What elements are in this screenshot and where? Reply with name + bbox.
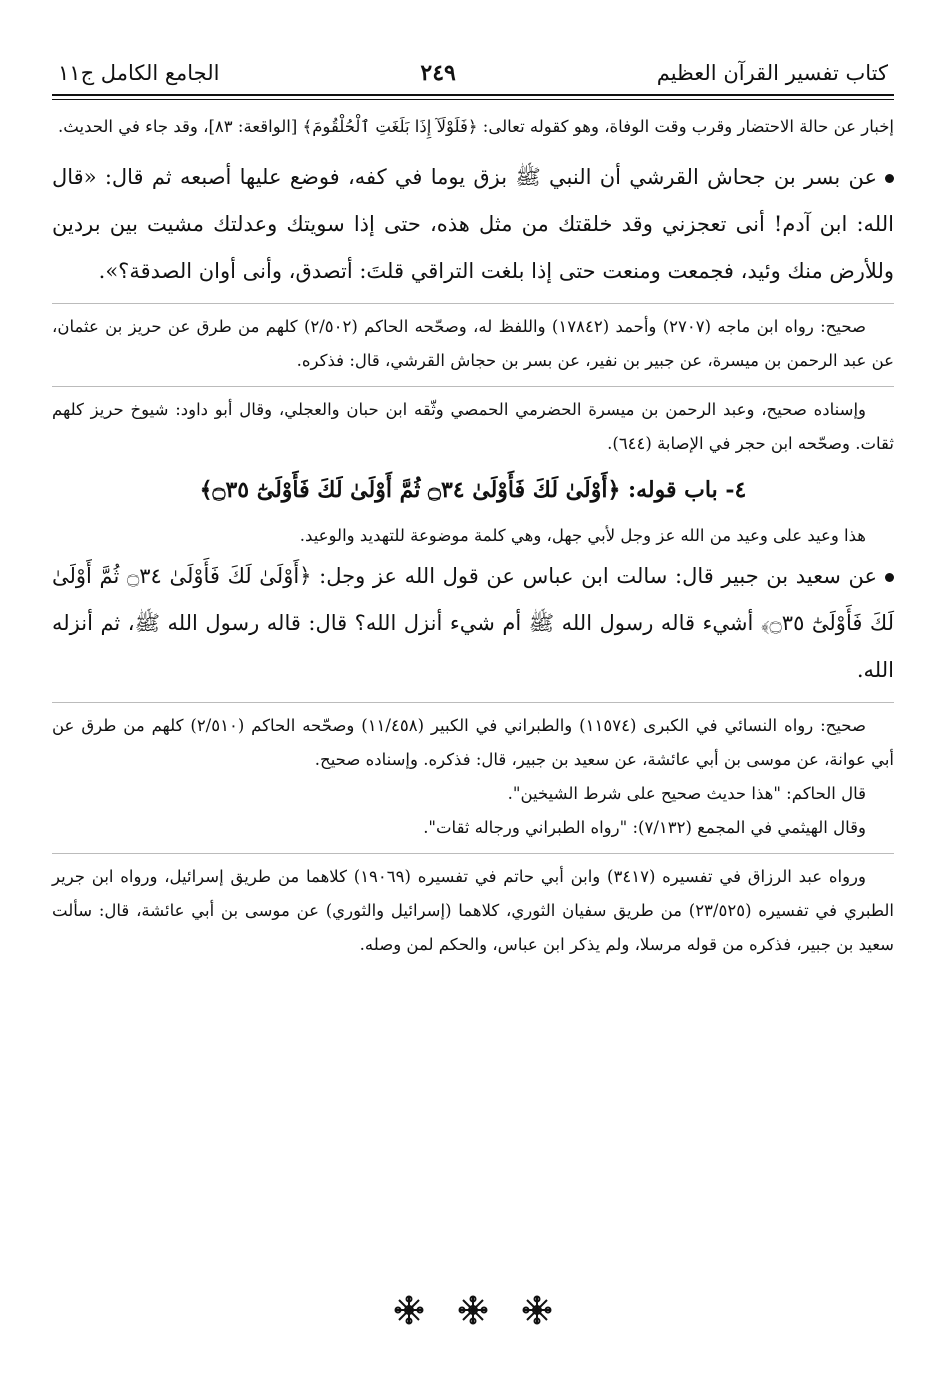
floral-ornament-icon [458,1295,488,1325]
floral-ornament-icon [522,1295,552,1325]
commentary-paragraph: هذا وعيد على وعيد من الله عز وجل لأبي جهل، وهي كلمة موضوعة للتهديد والوعيد. [299,526,866,545]
page [52,60,894,962]
divider [52,303,894,304]
page-number: ٢٤٩ [420,60,456,86]
footer-ornaments [0,1295,945,1325]
intro-paragraph: إخبار عن حالة الاحتضار وقرب وقت الوفاة، وهو كقوله تعالى: ﴿فَلَوْلَآ إِذَا بَلَغَتِ ٱلْحُلْقُومَ﴾ [الواقعة: ٨٣]، وقد جاء في الحديث. [58,117,894,136]
page-content [52,100,894,962]
hadith-text-1: عن بسر بن جحاش القرشي أن النبي ﷺ بزق يوما في كفه، فوضع عليها أصبعه ثم قال: «قال الله: ابن آدم! أنى تعجزني وقد خلقتك من مثل هذه، حتى إذا سويتك وعدلتك مشيت بين بردين وللأرض منك وئيد، فجمعت ومنعت حتى إذا بلغت التراقي قلتَ: أتصدق، وأنى أوان الصدقة؟». [52,165,894,283]
hadith-text-2: عن سعيد بن جبير قال: سالت ابن عباس عن قول الله عز وجل: ﴿أَوْلَىٰ لَكَ فَأَوْلَىٰ ۝٣٤ ثُمَّ أَوْلَىٰ لَكَ فَأَوْلَىٰٓ ۝٣٥﴾ أشيء قاله رسول الله ﷺ أم شيء أنزل الله؟ قال: قاله رسول الله ﷺ، ثم أنزله الله. [52,564,894,682]
takhrij-paragraph-1: صحيح: رواه ابن ماجه (٢٧٠٧) وأحمد (١٧٨٤٢) واللفظ له، وصحّحه الحاكم (٢/٥٠٢) كلهم من طرق عن حريز بن عثمان، عن عبد الرحمن بن ميسرة، عن جبير بن نفير، عن بسر بن حجاش القرشي، قال: فذكره. [52,317,894,370]
divider [52,853,894,854]
divider [52,386,894,387]
haythami-quote: وقال الهيثمي في المجمع (٧/١٣٢): "رواه الطبراني ورجاله ثقات". [423,818,866,837]
book-title: كتاب تفسير القرآن العظيم [656,61,888,85]
mursal-paragraph: ورواه عبد الرزاق في تفسيره (٣٤١٧) وابن أبي حاتم في تفسيره (١٩٠٦٩) كلاهما من طريق إسرائيل، ورواه ابن جرير الطبري في تفسيره (٢٣/٥٢٥) من طريق سفيان الثوري، كلاهما (إسرائيل والثوري) عن موسى بن أبي عائشة، قال: سألت سعيد بن جبير، فذكره من قوله مرسلا، ولم يذكر ابن عباس، والحكم لمن وصله. [52,867,894,954]
series-title: الجامع الكامل ج١١ [58,61,220,85]
divider [52,702,894,703]
hadith-bullet-1 [52,154,894,295]
hakim-quote: قال الحاكم: "هذا حديث صحيح على شرط الشيخين". [507,784,866,803]
floral-ornament-icon [394,1295,424,1325]
isnad-paragraph-1: وإسناده صحيح، وعبد الرحمن بن ميسرة الحضرمي الحمصي وثّقه ابن حبان والعجلي، وقال أبو داود: شيوخ حريز كلهم ثقات. وصحّحه ابن حجر في الإصابة (٦٤٤). [52,400,894,453]
hadith-bullet-2 [52,553,894,694]
header-rule-thick [52,94,894,96]
bullet-icon [885,573,894,582]
takhrij-paragraph-2: صحيح: رواه النسائي في الكبرى (١١٥٧٤) والطبراني في الكبير (١١/٤٥٨) وصحّحه الحاكم (٢/٥١٠) كلهم من طرق عن أبي عوانة، عن موسى بن أبي عائشة، عن سعيد بن جبير، قال: فذكره. وإسناده صحيح. [52,716,894,769]
running-header [52,60,894,94]
bullet-icon [885,174,894,183]
chapter-heading: ٤- باب قوله: ﴿أَوْلَىٰ لَكَ فَأَوْلَىٰ ۝٣٤ ثُمَّ أَوْلَىٰ لَكَ فَأَوْلَىٰٓ ۝٣٥﴾ [199,477,747,503]
